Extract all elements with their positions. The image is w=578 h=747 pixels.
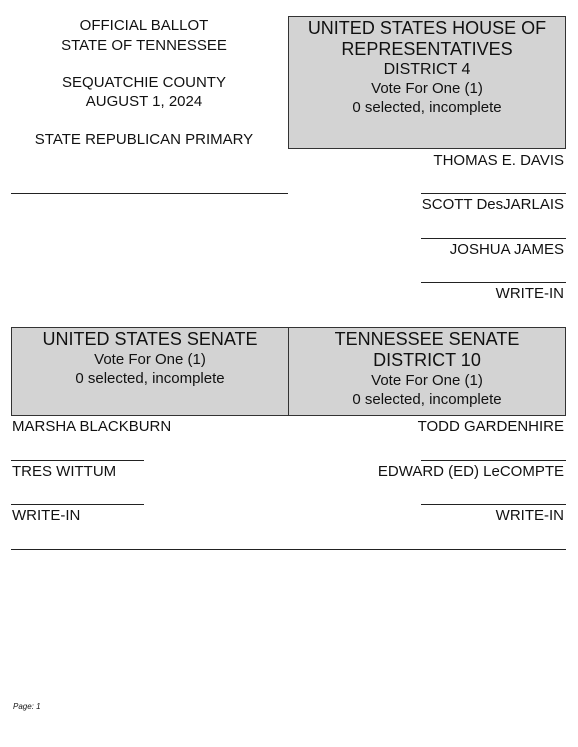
candidate-separator — [421, 504, 566, 505]
vote-for-instruction: Vote For One (1) — [94, 351, 206, 368]
selection-status: 0 selected, incomplete — [75, 370, 225, 387]
candidate-separator — [11, 460, 144, 461]
header-line-election: STATE REPUBLICAN PRIMARY — [34, 131, 254, 148]
page-number: Page: 1 — [13, 702, 41, 711]
candidate-separator — [421, 238, 566, 239]
contest-title-line-1: UNITED STATES SENATE — [42, 329, 258, 349]
section-divider — [11, 549, 566, 550]
candidate-option-wittum[interactable]: TRES WITTUM — [12, 463, 117, 480]
header-line-official-ballot: OFFICIAL BALLOT — [79, 17, 209, 34]
contest-title-line-2: DISTRICT 10 — [373, 350, 481, 370]
candidate-option-gardenhire[interactable]: TODD GARDENHIRE — [417, 418, 564, 435]
vote-for-instruction: Vote For One (1) — [371, 80, 483, 97]
candidate-separator — [11, 504, 144, 505]
candidate-option-blackburn[interactable]: MARSHA BLACKBURN — [12, 418, 172, 435]
header-divider — [11, 193, 288, 194]
candidate-separator — [421, 193, 566, 194]
selection-status: 0 selected, incomplete — [352, 99, 502, 116]
candidate-option-tn-senate-write-in[interactable]: WRITE-IN — [495, 507, 564, 524]
header-line-date: AUGUST 1, 2024 — [85, 93, 203, 110]
contest-title-line-1: UNITED STATES HOUSE OF — [307, 18, 547, 38]
header-line-county: SEQUATCHIE COUNTY — [62, 74, 226, 91]
candidate-separator — [421, 460, 566, 461]
header-line-state: STATE OF TENNESSEE — [61, 37, 227, 54]
candidate-option-davis[interactable]: THOMAS E. DAVIS — [433, 152, 564, 169]
candidate-option-lecompte[interactable]: EDWARD (ED) LeCOMPTE — [377, 463, 564, 480]
contest-header-us-senate — [11, 327, 289, 416]
contest-title-line-2: REPRESENTATIVES — [341, 39, 513, 59]
candidate-separator — [421, 282, 566, 283]
candidate-option-james[interactable]: JOSHUA JAMES — [449, 241, 564, 258]
selection-status: 0 selected, incomplete — [352, 391, 502, 408]
vote-for-instruction: Vote For One (1) — [371, 372, 483, 389]
contest-header-tn-senate — [288, 327, 566, 416]
contest-title-line-1: TENNESSEE SENATE — [334, 329, 520, 349]
contest-header-us-house — [288, 16, 566, 149]
candidate-option-senate-write-in[interactable]: WRITE-IN — [12, 507, 81, 524]
candidate-option-house-write-in[interactable]: WRITE-IN — [495, 285, 564, 302]
contest-title-line-3: DISTRICT 4 — [383, 61, 471, 78]
candidate-option-desjarlais[interactable]: SCOTT DesJARLAIS — [421, 196, 564, 213]
